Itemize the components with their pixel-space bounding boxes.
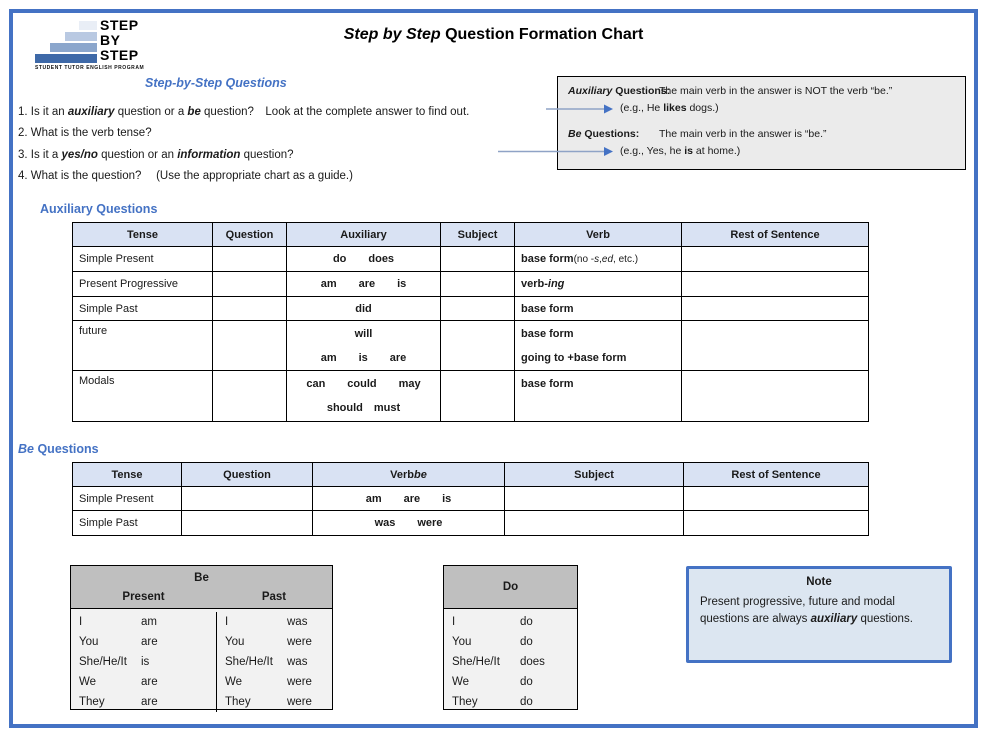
aux-header-question: Question (213, 223, 287, 247)
aux-row1-verb: base form (no - s , ed , etc.) (515, 247, 682, 272)
beq-header-verb-be: Verb be (313, 463, 505, 487)
be-present-column (71, 612, 216, 712)
do-conjugation-chart (443, 565, 578, 710)
note-box (686, 566, 952, 663)
beq-row2-tense: Simple Past (73, 511, 182, 535)
aux-row3-rest (682, 297, 868, 321)
be-section-heading: Be Questions (18, 442, 99, 456)
aux-row5-rest (682, 371, 868, 421)
aux-row4-verb: base form going to +base form (515, 321, 682, 371)
aux-row5-question (213, 371, 287, 421)
aux-row1-subject (441, 247, 515, 272)
conj-row: We are (79, 676, 158, 688)
auxiliary-questions-table (72, 222, 869, 422)
conj-row: I was (225, 616, 308, 628)
aux-row2-question (213, 272, 287, 297)
aux-row4-tense: future (73, 321, 213, 371)
logo-tagline: STUDENT TUTOR ENGLISH PROGRAM (35, 65, 145, 71)
beq-row1-verb: am are is (313, 487, 505, 511)
list-item: 3. Is it a yes/no question or an information question? (18, 148, 294, 161)
list-item: 2. What is the verb tense? (18, 127, 152, 140)
be-chart-header (71, 566, 332, 609)
aux-row1-question (213, 247, 287, 272)
beq-row1-subject (505, 487, 684, 511)
conj-row: You do (452, 636, 533, 648)
conj-row: You were (225, 636, 312, 648)
beq-header-tense: Tense (73, 463, 182, 487)
aux-row2-auxiliary: am are is (287, 272, 441, 297)
aux-row1-tense: Simple Present (73, 247, 213, 272)
beq-header-question: Question (182, 463, 313, 487)
conj-row: They were (225, 696, 312, 708)
conj-row: I do (452, 616, 533, 628)
aux-row2-tense: Present Progressive (73, 272, 213, 297)
aux-header-verb: Verb (515, 223, 682, 247)
intro-heading: Step-by-Step Questions (145, 76, 287, 90)
aux-definition-example: (e.g., He likes dogs.) (620, 102, 719, 114)
conj-row: They are (79, 696, 158, 708)
aux-section-heading: Auxiliary Questions (40, 202, 158, 216)
aux-definition-text: The main verb in the answer is NOT the verb “be.” (659, 85, 893, 97)
conj-row: We were (225, 676, 312, 688)
aux-row2-verb: verb- ing (515, 272, 682, 297)
be-definition-example: (e.g., Yes, he is at home.) (620, 145, 741, 157)
beq-row1-tense: Simple Present (73, 487, 182, 511)
aux-row5-verb: base form (515, 371, 682, 421)
list-item: 4. What is the question? (Use the appropriate chart as a guide.) (18, 170, 353, 183)
aux-header-auxiliary: Auxiliary (287, 223, 441, 247)
conj-row: They do (452, 696, 533, 708)
note-body: Present progressive, future and modal questions are always auxiliary questions. (700, 596, 913, 625)
aux-header-subject: Subject (441, 223, 515, 247)
beq-row2-question (182, 511, 313, 535)
do-chart-title: Do (444, 566, 577, 609)
aux-row3-subject (441, 297, 515, 321)
beq-row1-rest (684, 487, 868, 511)
aux-row5-tense: Modals (73, 371, 213, 421)
beq-row1-question (182, 487, 313, 511)
beq-header-rest: Rest of Sentence (684, 463, 868, 487)
logo-wordmark: STEP BY STEP (100, 17, 139, 63)
beq-row2-rest (684, 511, 868, 535)
aux-row4-auxiliary: will am is are (287, 321, 441, 371)
conj-row: You are (79, 636, 158, 648)
page-title: Step by Step Question Formation Chart (343, 26, 644, 43)
list-item: 1. Is it an auxiliary question or a be question? Look at the complete answer to find out. (18, 105, 470, 118)
aux-row4-rest (682, 321, 868, 371)
be-questions-table (72, 462, 869, 536)
beq-row2-subject (505, 511, 684, 535)
aux-row3-tense: Simple Past (73, 297, 213, 321)
be-conjugation-chart (70, 565, 333, 710)
aux-row4-question (213, 321, 287, 371)
definition-box (557, 76, 966, 170)
aux-row3-question (213, 297, 287, 321)
aux-row4-subject (441, 321, 515, 371)
aux-definition-label: Auxiliary Questions: (568, 85, 671, 97)
aux-row1-auxiliary: do does (287, 247, 441, 272)
aux-row2-rest (682, 272, 868, 297)
be-definition-text: The main verb in the answer is “be.” (659, 128, 827, 140)
be-chart-title: Be (194, 572, 209, 584)
aux-header-tense: Tense (73, 223, 213, 247)
conj-row: We do (452, 676, 533, 688)
conj-row: She/He/It was (225, 656, 308, 668)
aux-row3-auxiliary: did (287, 297, 441, 321)
aux-row5-subject (441, 371, 515, 421)
be-chart-col-past: Past (261, 591, 287, 603)
aux-row2-subject (441, 272, 515, 297)
be-definition-label: Be Questions: (568, 128, 640, 140)
conj-row: She/He/It does (452, 656, 545, 668)
aux-header-rest: Rest of Sentence (682, 223, 868, 247)
be-chart-col-present: Present (122, 591, 165, 603)
aux-row5-auxiliary: can could may should must (287, 371, 441, 421)
beq-row2-verb: was were (313, 511, 505, 535)
note-title: Note (806, 576, 832, 588)
aux-row3-verb: base form (515, 297, 682, 321)
be-past-column (216, 612, 332, 712)
conj-row: I am (79, 616, 157, 628)
conj-row: She/He/It is (79, 656, 150, 668)
beq-header-subject: Subject (505, 463, 684, 487)
step-question-list (18, 101, 469, 187)
aux-row1-rest (682, 247, 868, 272)
